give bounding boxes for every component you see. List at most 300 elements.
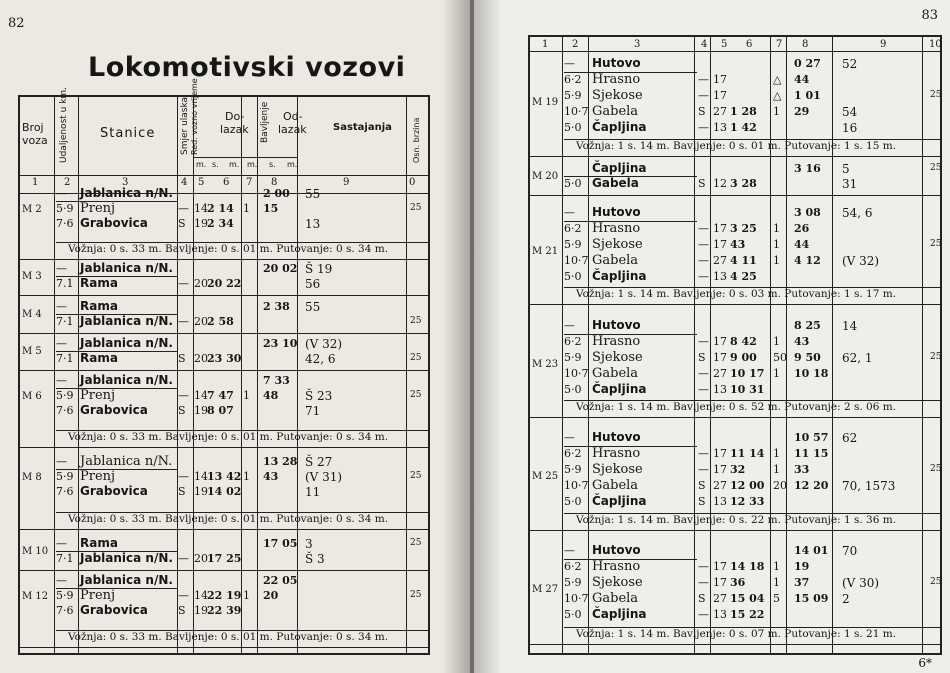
row-osn-brzina: 25 xyxy=(930,577,942,587)
row-smjer: — xyxy=(698,576,709,589)
row-station: Čapljina xyxy=(592,494,647,508)
row-dolazak: 43 xyxy=(730,238,746,251)
row-smjer: — xyxy=(698,367,709,380)
header-smjer-ulaska: Smjer ulaska xyxy=(180,96,190,155)
row-red-vrijeme: 19 xyxy=(194,404,208,417)
row-smjer: — xyxy=(178,470,189,483)
row-odlazak: 10 18 xyxy=(794,367,829,380)
row-sastajanja: 13 xyxy=(305,217,321,231)
row-km: 7·6 xyxy=(56,604,74,617)
row-station: Rama xyxy=(80,536,118,550)
summary-top-rule xyxy=(564,513,940,514)
row-smjer: — xyxy=(178,552,189,565)
train-number: M 8 xyxy=(22,471,42,483)
row-dolazak: 10 31 xyxy=(730,383,765,396)
gutter-shadow xyxy=(474,0,502,673)
row-sastajanja: 11 xyxy=(305,485,321,499)
row-km: 6·2 xyxy=(564,335,582,348)
row-km: 6·2 xyxy=(564,73,582,86)
row-km: — xyxy=(564,431,575,444)
row-km: 5·0 xyxy=(564,495,582,508)
row-bavljenje: 1 xyxy=(773,105,780,118)
row-km: 10·7 xyxy=(564,479,589,492)
row-smjer: S xyxy=(698,105,706,118)
row-dolazak: 32 xyxy=(730,463,746,476)
header-odlazak: lazak xyxy=(278,123,307,136)
row-red-vrijeme: 17 xyxy=(713,576,727,589)
row-odlazak: 8 25 xyxy=(794,319,821,332)
row-sastajanja: 54 xyxy=(842,105,858,119)
row-dolazak: 12 33 xyxy=(730,495,765,508)
summary-top-rule xyxy=(564,287,940,288)
block-bottom-rule xyxy=(530,417,940,418)
row-odlazak: 44 xyxy=(794,238,810,251)
row-red-vrijeme: 20 xyxy=(194,552,208,565)
row-odlazak: 14 01 xyxy=(794,544,829,557)
train-number: M 25 xyxy=(532,471,559,482)
row-km: 5·9 xyxy=(564,576,582,589)
row-dolazak: 2 58 xyxy=(207,315,234,328)
station-rule xyxy=(56,388,177,389)
row-km: 5·9 xyxy=(56,389,74,402)
row-km: 5·9 xyxy=(56,470,74,483)
row-km: 5·0 xyxy=(564,383,582,396)
row-odlazak: 2 00 xyxy=(263,187,290,200)
summary-top-rule xyxy=(564,139,940,140)
row-sastajanja: 52 xyxy=(842,57,858,71)
row-km: 5·0 xyxy=(564,608,582,621)
row-red-vrijeme: 17 xyxy=(713,73,727,86)
row-smjer: — xyxy=(178,589,189,602)
colnum-bottom-rule xyxy=(530,51,940,52)
column-rule xyxy=(770,37,771,653)
column-number: 2 xyxy=(572,39,579,50)
row-odlazak: 3 08 xyxy=(794,206,821,219)
row-odlazak: 3 16 xyxy=(794,162,821,175)
row-dolazak: 20 22 xyxy=(207,277,242,290)
row-station: Čapljina xyxy=(592,607,647,621)
column-number: 4 xyxy=(181,177,188,188)
row-red-vrijeme: 17 xyxy=(713,238,727,251)
row-red-vrijeme: 27 xyxy=(713,254,727,267)
row-smjer: S xyxy=(178,352,186,365)
left-page xyxy=(0,0,470,673)
row-smjer: — xyxy=(178,315,189,328)
row-km: — xyxy=(564,319,575,332)
header-unit: m. xyxy=(229,160,240,169)
row-station: Hrasno xyxy=(592,72,641,87)
row-odlazak: 1 01 xyxy=(794,89,821,102)
row-smjer: — xyxy=(178,389,189,402)
row-station: Jablanica n/N. xyxy=(80,573,173,587)
row-odlazak: 2 38 xyxy=(263,300,290,313)
row-station: Prenj xyxy=(80,588,116,603)
row-station: Hutovo xyxy=(592,543,641,557)
header-unit: m. xyxy=(196,160,207,169)
row-odlazak: 11 15 xyxy=(794,447,829,460)
column-rule xyxy=(786,37,787,653)
row-red-vrijeme: 20 xyxy=(194,315,208,328)
row-km: 10·7 xyxy=(564,105,589,118)
row-station: Sjekose xyxy=(592,462,643,477)
column-rule xyxy=(588,37,589,653)
row-km: 6·2 xyxy=(564,447,582,460)
column-number: 8 xyxy=(271,177,278,188)
row-dolazak: 2 34 xyxy=(207,217,234,230)
header-bottom-rule xyxy=(20,175,428,176)
row-station: Rama xyxy=(80,276,118,290)
right-page-number: 83 xyxy=(921,8,938,23)
row-smjer: — xyxy=(698,270,709,283)
row-smjer: — xyxy=(698,89,709,102)
column-rule xyxy=(694,37,695,653)
row-bavljenje: 1 xyxy=(773,222,780,235)
row-km: — xyxy=(56,337,67,350)
row-red-vrijeme: 17 xyxy=(713,335,727,348)
header-osn-brzina: Osn. brzina xyxy=(412,117,421,163)
row-sastajanja: 62, 1 xyxy=(842,351,873,365)
header-broj-voza: Broj xyxy=(22,121,44,134)
row-dolazak: 7 47 xyxy=(207,389,234,402)
row-red-vrijeme: 13 xyxy=(713,270,727,283)
row-bavljenje: 1 xyxy=(243,589,250,602)
header-sastajanja: Sastajanja xyxy=(333,122,392,133)
row-dolazak: 8 07 xyxy=(207,404,234,417)
right-page xyxy=(474,0,950,673)
block-bottom-rule xyxy=(20,447,428,448)
row-red-vrijeme: 27 xyxy=(713,592,727,605)
row-odlazak: 43 xyxy=(263,470,279,483)
row-red-vrijeme: 12 xyxy=(713,177,727,190)
row-station: Grabovica xyxy=(80,216,148,230)
column-rule xyxy=(562,37,563,653)
row-smjer: S xyxy=(178,217,186,230)
row-odlazak: 33 xyxy=(794,463,810,476)
row-smjer: S xyxy=(698,177,706,190)
row-smjer: S xyxy=(698,592,706,605)
row-sastajanja: 71 xyxy=(305,404,321,418)
row-osn-brzina: 25 xyxy=(930,239,942,249)
row-smjer: S xyxy=(178,404,186,417)
train-number: M 5 xyxy=(22,346,42,357)
row-station: Prenj xyxy=(80,201,116,216)
row-odlazak: 20 02 xyxy=(263,262,298,275)
row-smjer: — xyxy=(698,608,709,621)
column-rule xyxy=(922,37,923,653)
row-osn-brzina: 25 xyxy=(410,538,422,548)
column-rule xyxy=(832,37,833,653)
row-station: Grabovica xyxy=(80,484,148,498)
row-dolazak: 8 42 xyxy=(730,335,757,348)
column-number: 6 xyxy=(746,39,753,50)
header-subline xyxy=(194,157,297,158)
row-smjer: S xyxy=(178,485,186,498)
header-unit: m. xyxy=(287,160,298,169)
row-bavljenje: 1 xyxy=(773,367,780,380)
row-sastajanja: 70, 1573 xyxy=(842,479,896,493)
block-summary: Vožnja: 0 s. 33 m. Bavljenje: 0 s. 01 m. Putovanje: 0 s. 34 m. xyxy=(68,513,389,525)
column-number: 1 xyxy=(542,39,549,50)
row-smjer: — xyxy=(698,463,709,476)
block-bottom-rule xyxy=(530,530,940,531)
row-km: — xyxy=(56,187,67,200)
row-sastajanja: 56 xyxy=(305,277,321,291)
row-dolazak: 17 25 xyxy=(207,552,242,565)
row-red-vrijeme: 27 xyxy=(713,105,727,118)
row-dolazak: 22 39 xyxy=(207,604,242,617)
row-odlazak: 19 xyxy=(794,560,810,573)
block-summary: Vožnja: 1 s. 14 m. Bavljenje: 0 s. 07 m. Putovanje: 1 s. 21 m. xyxy=(576,628,897,640)
row-km: 5·9 xyxy=(564,238,582,251)
row-sastajanja: Š 27 xyxy=(305,455,333,469)
row-smjer: S xyxy=(698,495,706,508)
row-dolazak: 15 04 xyxy=(730,592,765,605)
column-rule xyxy=(710,37,711,653)
row-odlazak: 17 05 xyxy=(263,537,298,550)
row-station: Gabela xyxy=(592,104,639,119)
block-bottom-rule xyxy=(20,570,428,571)
row-smjer: S xyxy=(178,604,186,617)
train-number: M 3 xyxy=(22,271,42,282)
row-station: Jablanica n/N. xyxy=(80,186,173,200)
row-station: Hutovo xyxy=(592,318,641,332)
summary-top-rule xyxy=(564,627,940,628)
row-dolazak: 10 17 xyxy=(730,367,765,380)
row-station: Rama xyxy=(80,299,118,313)
row-red-vrijeme: 19 xyxy=(194,217,208,230)
row-osn-brzina: 25 xyxy=(930,90,942,100)
row-station: Hutovo xyxy=(592,56,641,70)
row-station: Grabovica xyxy=(80,603,148,617)
row-smjer: — xyxy=(698,238,709,251)
row-station: Čapljina xyxy=(592,382,647,396)
row-bavljenje: 1 xyxy=(773,238,780,251)
summary-top-rule xyxy=(56,242,428,243)
row-red-vrijeme: 13 xyxy=(713,608,727,621)
row-station: Hrasno xyxy=(592,221,641,236)
row-red-vrijeme: 17 xyxy=(713,89,727,102)
row-odlazak: 15 xyxy=(263,202,279,215)
row-station: Sjekose xyxy=(592,350,643,365)
column-number: 5 xyxy=(198,177,205,188)
row-odlazak: 0 27 xyxy=(794,57,821,70)
page-title: Lokomotivski vozovi xyxy=(88,52,406,83)
header-unit: s. xyxy=(212,160,219,169)
row-station: Jablanica n/N. xyxy=(80,261,173,275)
row-sastajanja: 70 xyxy=(842,544,858,558)
train-number: M 27 xyxy=(532,584,559,595)
row-km: 10·7 xyxy=(564,367,589,380)
row-odlazak: 4 12 xyxy=(794,254,821,267)
row-sastajanja: 14 xyxy=(842,319,858,333)
header-dolazak: Do- xyxy=(225,110,245,123)
row-odlazak: 44 xyxy=(794,73,810,86)
row-red-vrijeme: 13 xyxy=(713,495,727,508)
row-sastajanja: 2 xyxy=(842,592,850,606)
row-red-vrijeme: 17 xyxy=(713,222,727,235)
row-station: Jablanica n/N. xyxy=(80,551,173,565)
row-red-vrijeme: 27 xyxy=(713,479,727,492)
row-km: 5·0 xyxy=(564,270,582,283)
column-number: 2 xyxy=(64,177,71,188)
row-km: 5·0 xyxy=(564,121,582,134)
row-km: — xyxy=(56,574,67,587)
row-km: 7·6 xyxy=(56,217,74,230)
row-smjer: — xyxy=(698,73,709,86)
row-osn-brzina: 25 xyxy=(930,352,942,362)
row-km: 10·7 xyxy=(564,254,589,267)
row-smjer: S xyxy=(698,351,706,364)
row-bavljenje: 1 xyxy=(773,576,780,589)
row-bavljenje: 1 xyxy=(773,335,780,348)
row-red-vrijeme: 20 xyxy=(194,277,208,290)
row-station: Hrasno xyxy=(592,559,641,574)
row-dolazak: 36 xyxy=(730,576,746,589)
block-bottom-rule xyxy=(530,195,940,196)
row-dolazak: 11 14 xyxy=(730,447,765,460)
row-station: Prenj xyxy=(80,388,116,403)
header-unit: s. xyxy=(269,160,276,169)
train-number: M 19 xyxy=(532,97,559,108)
row-station: Gabela xyxy=(592,366,639,381)
row-osn-brzina: 25 xyxy=(930,163,942,173)
column-number: 5 xyxy=(721,39,728,50)
train-number: M 21 xyxy=(532,246,559,257)
row-red-vrijeme: 17 xyxy=(713,463,727,476)
row-station: Prenj xyxy=(80,469,116,484)
row-km: 5·9 xyxy=(56,589,74,602)
train-number: M 2 xyxy=(22,203,42,215)
row-km: 7·1 xyxy=(56,352,74,365)
row-smjer: — xyxy=(698,121,709,134)
block-summary: Vožnja: 1 s. 14 m. Bavljenje: 0 s. 22 m. Putovanje: 1 s. 36 m. xyxy=(576,514,897,526)
train-number: M 23 xyxy=(532,359,559,370)
row-red-vrijeme: 19 xyxy=(194,604,208,617)
row-smjer: — xyxy=(698,254,709,267)
header-broj-voza: voza xyxy=(22,134,48,147)
row-bavljenje: 20 xyxy=(773,479,787,492)
row-km: 5·9 xyxy=(564,463,582,476)
row-km: — xyxy=(56,374,67,387)
row-km: 5·9 xyxy=(56,202,74,215)
row-odlazak: 9 50 xyxy=(794,351,821,364)
row-sastajanja: 42, 6 xyxy=(305,352,336,366)
row-km: 7·1 xyxy=(56,315,74,328)
row-km: — xyxy=(56,300,67,313)
row-station: Hrasno xyxy=(592,334,641,349)
block-bottom-rule xyxy=(530,156,940,157)
row-sastajanja: 31 xyxy=(842,177,858,191)
row-osn-brzina: 25 xyxy=(410,316,422,326)
block-bottom-rule xyxy=(530,304,940,305)
row-dolazak: 15 22 xyxy=(730,608,765,621)
train-number: M 4 xyxy=(22,309,42,320)
row-station: Čapljina xyxy=(592,120,647,134)
row-km: — xyxy=(56,262,67,275)
train-number: M 10 xyxy=(22,546,49,557)
row-km: 6·2 xyxy=(564,560,582,573)
row-km: 7·6 xyxy=(56,404,74,417)
row-km: 7·6 xyxy=(56,485,74,498)
row-dolazak: 4 11 xyxy=(730,254,757,267)
summary-top-rule xyxy=(56,630,428,631)
block-summary: Vožnja: 0 s. 33 m. Bavljenje: 0 s. 01 m. Putovanje: 0 s. 34 m. xyxy=(68,243,389,255)
block-summary: Vožnja: 1 s. 14 m. Bavljenje: 0 s. 01 m. Putovanje: 1 s. 15 m. xyxy=(576,140,897,152)
row-bavljenje: 1 xyxy=(243,470,250,483)
row-station: Hutovo xyxy=(592,430,641,444)
column-number: 8 xyxy=(802,39,809,50)
summary-top-rule xyxy=(56,430,428,431)
row-sastajanja: 5 xyxy=(842,162,850,176)
row-odlazak: 48 xyxy=(263,389,279,402)
row-km: — xyxy=(564,57,575,70)
row-station: Jablanica n/N. xyxy=(80,336,173,350)
row-km: 10·7 xyxy=(564,592,589,605)
row-station: Jablanica n/N. xyxy=(80,373,173,387)
column-number: 7 xyxy=(776,39,783,50)
header-unit: m. xyxy=(247,160,258,169)
column-number: 7 xyxy=(246,177,253,188)
row-dolazak: 22 19 xyxy=(207,589,242,602)
row-odlazak: 12 20 xyxy=(794,479,829,492)
row-odlazak: 29 xyxy=(794,105,810,118)
station-rule xyxy=(56,201,177,202)
row-dolazak: 9 00 xyxy=(730,351,757,364)
row-osn-brzina: 25 xyxy=(410,471,422,481)
row-smjer: — xyxy=(698,560,709,573)
station-rule xyxy=(56,469,177,470)
row-smjer: — xyxy=(698,383,709,396)
row-odlazak: 43 xyxy=(794,335,810,348)
row-station: Čapljina xyxy=(592,161,647,175)
row-smjer: — xyxy=(698,335,709,348)
column-number: 9 xyxy=(343,177,350,188)
row-station: Hrasno xyxy=(592,446,641,461)
block-bottom-rule xyxy=(20,333,428,334)
footer-mark: 6* xyxy=(918,656,932,670)
block-summary: Vožnja: 0 s. 33 m. Bavljenje: 0 s. 01 m. Putovanje: 0 s. 34 m. xyxy=(68,431,389,443)
row-bavljenje: △ xyxy=(773,73,782,86)
row-odlazak: 13 28 xyxy=(263,455,298,468)
left-timetable xyxy=(18,78,430,655)
row-station: Gabela xyxy=(592,591,639,606)
left-page-number: 82 xyxy=(8,16,25,31)
row-bavljenje: 1 xyxy=(773,560,780,573)
row-bavljenje: 50 xyxy=(773,351,787,364)
row-sastajanja: (V 30) xyxy=(842,576,880,590)
row-km: — xyxy=(564,544,575,557)
block-summary: Vožnja: 0 s. 33 m. Bavljenje: 0 s. 01 m. Putovanje: 0 s. 34 m. xyxy=(68,631,389,643)
row-smjer: — xyxy=(698,222,709,235)
row-station: Grabovica xyxy=(80,403,148,417)
block-bottom-rule xyxy=(530,644,940,645)
column-number: 10 xyxy=(929,39,942,50)
row-bavljenje: 1 xyxy=(773,463,780,476)
row-bavljenje: △ xyxy=(773,89,782,102)
row-sastajanja: 55 xyxy=(305,300,321,314)
block-summary: Vožnja: 1 s. 14 m. Bavljenje: 0 s. 52 m. Putovanje: 2 s. 06 m. xyxy=(576,401,897,413)
row-odlazak: 26 xyxy=(794,222,810,235)
row-station: Jablanica n/N. xyxy=(80,314,173,328)
row-red-vrijeme: 19 xyxy=(194,485,208,498)
row-km: 7·1 xyxy=(56,552,74,565)
row-sastajanja: (V 32) xyxy=(305,337,343,351)
row-osn-brzina: 25 xyxy=(410,203,422,213)
row-dolazak: 13 42 xyxy=(207,470,242,483)
row-dolazak: 12 00 xyxy=(730,479,765,492)
row-sastajanja: Š 3 xyxy=(305,552,325,566)
column-number: 0 xyxy=(409,177,416,188)
